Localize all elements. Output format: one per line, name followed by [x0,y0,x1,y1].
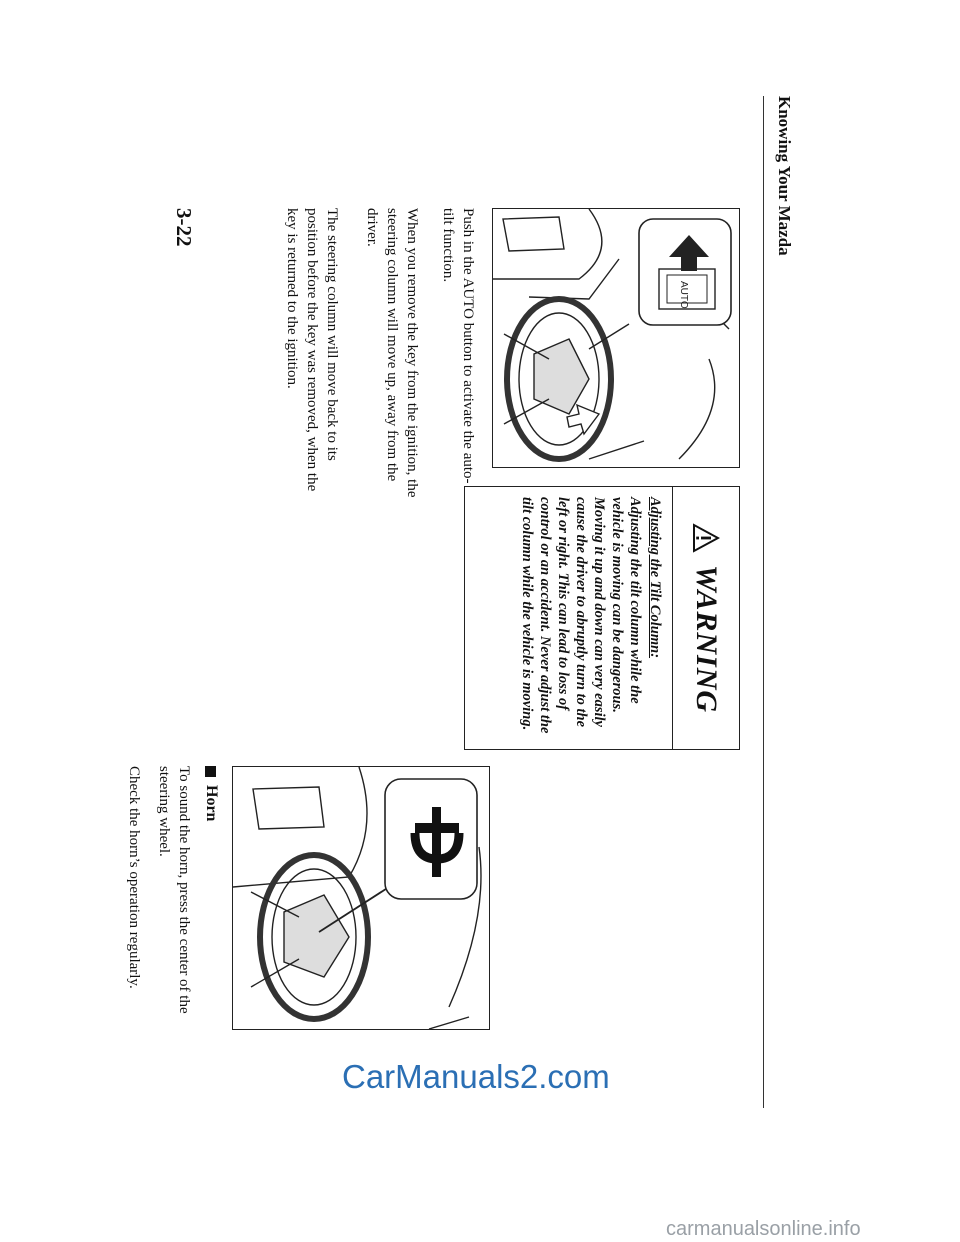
section-header: Knowing Your Mazda [775,96,794,256]
bullet-square-icon [206,766,217,777]
horn-check-paragraph: Check the horn’s operation regularly. [126,766,142,989]
horn-paragraph: To sound the horn, press the center of the steering wheel. [156,766,192,1014]
warning-title: WARNING [690,564,723,714]
auto-button-label: AUTO [678,281,689,309]
horn-illustration [233,767,489,1029]
key-return-paragraph: The steering column will move back to its position before the key was removed, when the key is returned to the ignition. [284,208,340,492]
steering-column-illustration [493,209,739,467]
header-rule [763,96,764,1108]
warning-triangle-icon [692,523,720,553]
warning-body [510,487,672,749]
watermark-primary: CarManuals2.com [342,1058,610,1095]
watermark-secondary: carmanualsonline.info [666,1218,861,1240]
auto-tilt-figure [492,208,740,468]
horn-heading [202,766,220,821]
warning-text: Adjusting the tilt column while the vehicle is moving can be dangerous. Moving it up and down can very easily cause the driver to abruptly turn to the left or right. This can lead to loss of control or an accident. Never adjust the tilt column while the vehicle is moving. [519,497,643,734]
warning-box [464,486,740,750]
horn-title: Horn [203,785,220,822]
auto-tilt-paragraph: Push in the AUTO button to activate the auto-tilt function. [440,208,476,484]
warning-subtitle: Adjusting the Tilt Column: [647,497,663,659]
page-number: 3-22 [172,208,196,247]
key-removal-paragraph: When you remove the key from the ignition, the steering column will move up, away from the driver. [364,208,420,498]
horn-inset [385,779,477,899]
horn-figure [232,766,490,1030]
auto-button-inset [639,219,731,325]
warning-header [672,487,739,749]
